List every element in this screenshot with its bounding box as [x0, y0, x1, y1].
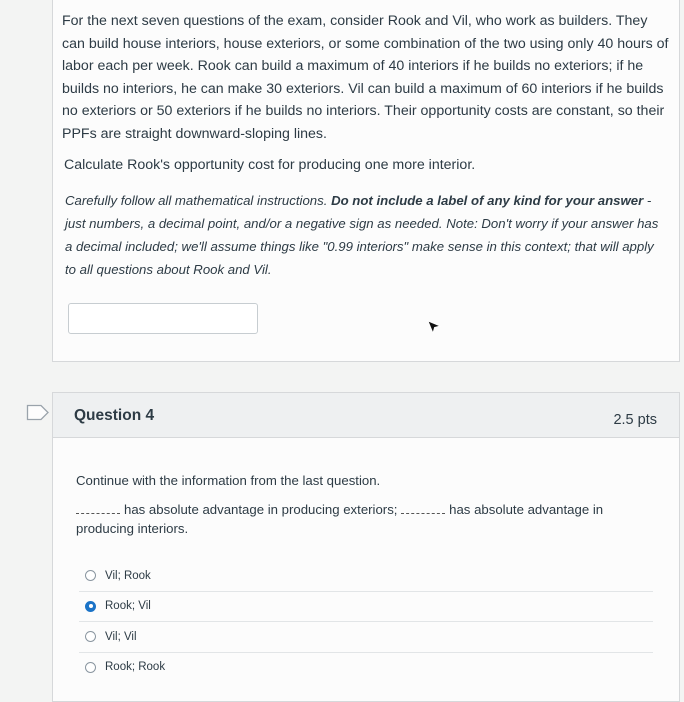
- instruction-lead: Carefully follow all mathematical instructions.: [65, 193, 328, 208]
- answer-option[interactable]: [79, 652, 653, 683]
- question-paragraph: For the next seven questions of the exam, consider Rook and Vil, who work as builders. They can build house interiors, house exteriors, or some combination of the two using only 40 hours of labor each per week. Rook can build a maximum of 40 interiors if he builds no exteriors; if he builds no interiors, he can make 30 exteriors. Vil can build a maximum of 60 interiors if he builds no exteriors or 50 exteriors if he builds no interiors. Their opportunity costs are constant, so their PPFs are straight downward-sloping lines.: [62, 13, 669, 142]
- blank-2: [401, 503, 445, 514]
- question-task: Calculate Rook's opportunity cost for producing one more interior.: [64, 157, 476, 173]
- radio-button[interactable]: [85, 631, 96, 642]
- answer-label: Vil; Vil: [105, 630, 137, 643]
- instruction-bold: Do not include a label of any kind for your answer: [331, 193, 644, 208]
- blank-1: [76, 503, 120, 514]
- question-text: [62, 10, 672, 145]
- answer-option[interactable]: [79, 561, 653, 591]
- mouse-cursor-icon: [427, 320, 441, 334]
- radio-button-selected[interactable]: [85, 601, 96, 612]
- answer-option[interactable]: [79, 591, 653, 622]
- stem-part-2: has absolute advantage in producing interiors.: [76, 502, 604, 536]
- question-title: Question 4: [74, 407, 155, 424]
- answer-label: Vil; Rook: [105, 569, 151, 582]
- answer-option[interactable]: [79, 621, 653, 652]
- previous-question-card: [52, 0, 680, 362]
- question-points: 2.5 pts: [613, 412, 657, 428]
- flag-question-icon[interactable]: [26, 404, 50, 421]
- instruction-rest: - just numbers, a decimal point, and/or a negative sign as needed. Note: Don't worry if your answer has a decimal included; we'll assume things like "0.99 interiors" make sense in this context; that will apply to all questions about Rook and Vil.: [65, 193, 659, 277]
- radio-button[interactable]: [85, 662, 96, 673]
- radio-button[interactable]: [85, 570, 96, 581]
- question-stem: [76, 500, 656, 538]
- answer-label: Rook; Rook: [105, 661, 166, 674]
- answer-input[interactable]: [68, 303, 258, 334]
- question-intro: Continue with the information from the last question.: [76, 473, 381, 488]
- question-4-card: [52, 392, 680, 702]
- question-instructions: [65, 189, 665, 281]
- stem-part-1: has absolute advantage in producing exteriors;: [124, 502, 398, 517]
- answer-label: Rook; Vil: [105, 600, 151, 613]
- question-header: [53, 393, 679, 438]
- answer-options: [79, 561, 653, 682]
